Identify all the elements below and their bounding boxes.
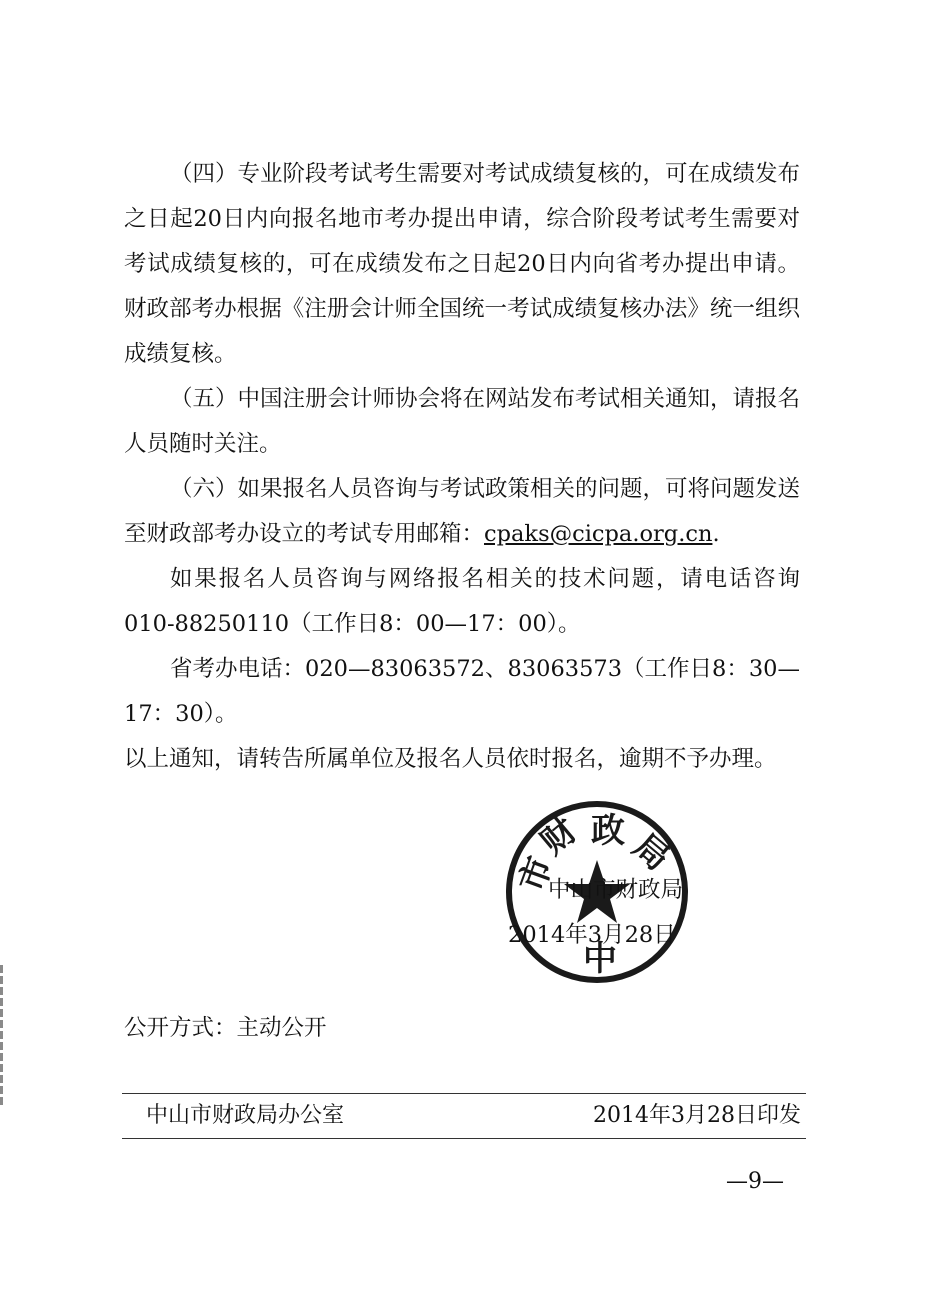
footer-bottom-rule xyxy=(122,1138,806,1139)
item-6-end: . xyxy=(712,521,720,547)
footer-print-date: 2014年3月28日印发 xyxy=(593,1103,801,1128)
item-6-text: （六）如果报名人员咨询与考试政策相关的问题，可将问题发送至财政部考办设立的考试专用邮箱： xyxy=(124,476,801,547)
paragraph-item-4: （四）专业阶段考试考生需要对考试成绩复核的，可在成绩发布之日起20日内向报名地市考办提出申请，综合阶段考试考生需要对考试成绩复核的，可在成绩发布之日起20日内向省考办提出申请。财政部考办根据《注册会计师全国统一考试成绩复核办法》统一组织成绩复核。 xyxy=(124,161,801,367)
disclosure-method: 公开方式：主动公开 xyxy=(124,1015,327,1041)
svg-text:财: 财 xyxy=(533,810,585,863)
issuer-name: 中山市财政局 xyxy=(548,877,684,903)
svg-text:局: 局 xyxy=(625,826,677,879)
paragraph-item-5: （五）中国注册会计师协会将在网站发布考试相关通知，请报名人员随时关注。 xyxy=(124,386,801,457)
paragraph-provincial-contact: 省考办电话：020—83063572、83063573（工作日8：30—17：30）。 xyxy=(124,656,800,727)
paragraph-item-6 xyxy=(124,467,800,557)
svg-text:中: 中 xyxy=(583,939,617,979)
page-number: —9— xyxy=(726,1169,784,1194)
svg-text:政: 政 xyxy=(591,811,625,851)
issue-date: 2014年3月28日 xyxy=(508,922,676,948)
paragraph-closing: 以上通知，请转告所属单位及报名人员依时报名，逾期不予办理。 xyxy=(124,746,777,772)
email-link[interactable]: cpaks@cicpa.org.cn xyxy=(484,521,713,547)
scan-binding-marks xyxy=(0,965,3,1105)
svg-text:市: 市 xyxy=(511,851,562,898)
footer-office: 中山市财政局办公室 xyxy=(146,1103,345,1128)
paragraph-tech-contact: 如果报名人员咨询与网络报名相关的技术问题，请电话咨询010-88250110（工作日8：00—17：00）。 xyxy=(124,566,800,637)
footer-top-rule xyxy=(122,1093,806,1094)
